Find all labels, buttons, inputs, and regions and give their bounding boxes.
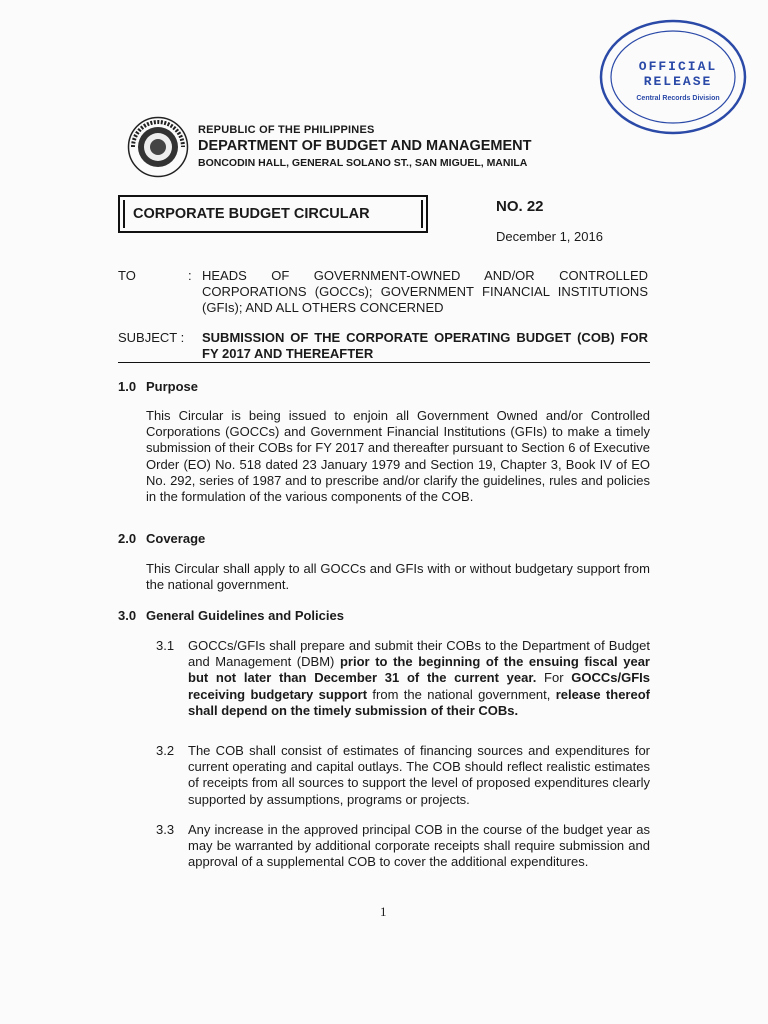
subject-text: SUBMISSION OF THE CORPORATE OPERATING BUDGET (COB) FOR FY 2017 AND THEREAFTER (202, 330, 648, 362)
circular-title-box (118, 195, 428, 233)
bold-run: release thereof shall depend on the timely submission of their COBs. (188, 686, 650, 718)
bold-run: prior to the beginning of the ensuing fiscal year but not later than December 31 of the current year. (188, 654, 650, 686)
subsection-3-1-body (188, 638, 650, 719)
section-number: 1.0 (118, 379, 137, 394)
to-colon: : (188, 268, 192, 283)
to-recipients: HEADS OF GOVERNMENT-OWNED AND/OR CONTROLLED CORPORATIONS (GOCCs); GOVERNMENT FINANCIAL INSTITUTIONS (GFIs); AND ALL OTHERS CONCERNED (202, 268, 648, 316)
text-run: For (536, 670, 572, 686)
text-run: GOCCs/GFIs shall prepare and submit their COBs to the Department of Budget and Management (DBM) (188, 638, 650, 670)
republic-line: REPUBLIC OF THE PHILIPPINES (198, 124, 375, 136)
subject-underline (118, 362, 650, 363)
section-number: 2.0 (118, 531, 137, 546)
section-title: Coverage (146, 531, 206, 546)
section-number: 3.0 (118, 608, 137, 623)
circular-date: December 1, 2016 (496, 229, 603, 244)
section-guidelines-heading (118, 608, 344, 623)
section-coverage-heading (118, 531, 205, 546)
bold-run: GOCCs/GFIs receiving budgetary support (188, 670, 650, 702)
letterhead (198, 124, 532, 169)
section-purpose-body: This Circular is being issued to enjoin all Government Owned and/or Controlled Corporations (GOCCs) and Government Financial Institutions (GFIs) to make a timely submission of their COBs for FY 2017 and thereafter pursuant to Section 6 of Executive Order (EO) No. 518 dated 23 January 1979 and Section 19, Chapter 3, Book IV of EO No. 292, series of 1987 and to prescribe and/or clarify the guidelines, rules and policies in the formulation of the various components of the COB. (146, 408, 650, 505)
text-run: from the national government, (367, 686, 556, 702)
subsection-number: 3.1 (156, 638, 175, 653)
subsection-number: 3.3 (156, 822, 175, 837)
dbm-seal-icon (127, 116, 189, 178)
subject-label: SUBJECT : (118, 330, 185, 345)
department-address: BONCODIN HALL, GENERAL SOLANO ST., SAN MIGUEL, MANILA (198, 157, 528, 169)
subsection-3-2-body: The COB shall consist of estimates of financing sources and expenditures for current operating and capital outlays. The COB should reflect realistic estimates of receipts from all sources to support the level of proposed expenditures clearly supported by assumptions, programs or projects. (188, 743, 650, 807)
section-title: Purpose (146, 379, 199, 394)
circular-number: NO. 22 (496, 198, 544, 215)
department-name: DEPARTMENT OF BUDGET AND MANAGEMENT (198, 138, 532, 154)
circular-title: CORPORATE BUDGET CIRCULAR (123, 200, 423, 228)
page-number: 1 (380, 904, 387, 919)
subsection-3-3-body: Any increase in the approved principal COB in the course of the budget year as may be warranted by additional corporate receipts shall require submission and approval of a supplemental COB to cover the additional expenditures. (188, 822, 650, 870)
to-label: TO (118, 268, 136, 283)
section-purpose-heading (118, 379, 198, 394)
official-release-stamp (598, 18, 748, 136)
section-coverage-body: This Circular shall apply to all GOCCs and GFIs with or without budgetary support from the national government. (146, 561, 650, 593)
stamp-line3: Central Records Division (636, 95, 720, 102)
stamp-line2: RELEASE (643, 74, 713, 89)
stamp-line1: OFFICIAL (638, 59, 718, 74)
subsection-number: 3.2 (156, 743, 175, 758)
section-title: General Guidelines and Policies (146, 608, 344, 623)
